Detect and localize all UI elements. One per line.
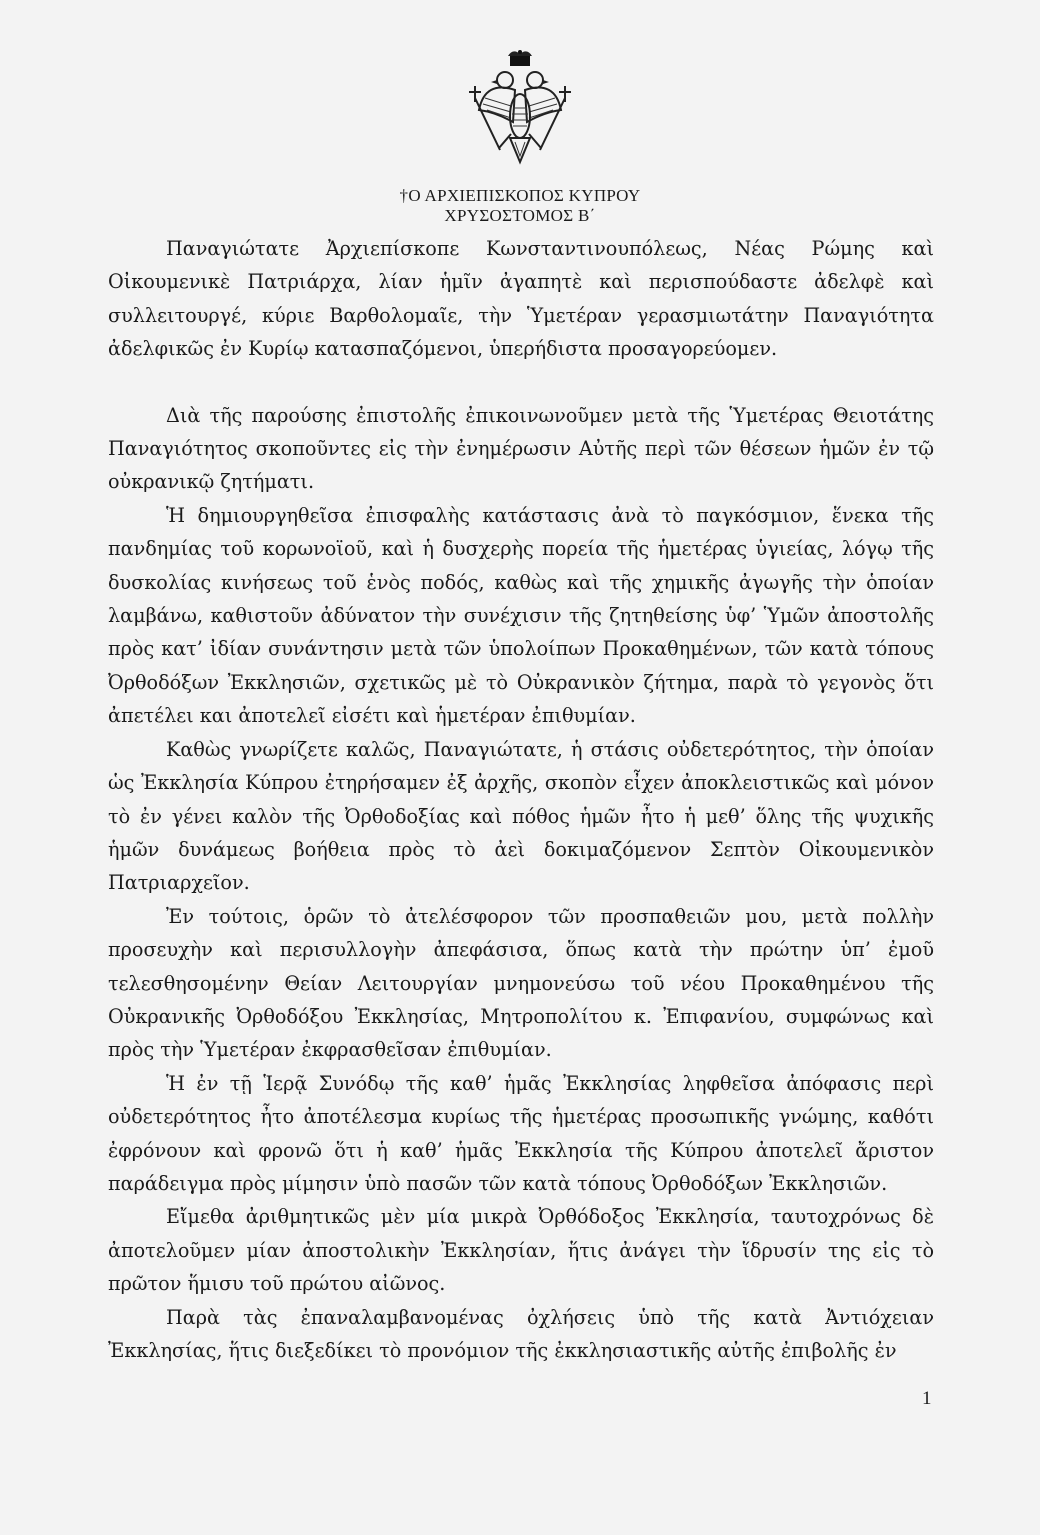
paragraph-salutation: Παναγιώτατε Ἀρχιεπίσκοπε Κωνσταντινουπόλεως, Νέας Ρώμης καὶ Οἰκουμενικὲ Πατριάρχα, λίαν ἡμῖν ἀγαπητὲ καὶ περισπούδαστε ἀδελφὲ καὶ συλλειτουργέ, κύριε Βαρθολομαῖε, τὴν Ὑμετέραν γερασμιωτάτην Παναγιότητα ἀδελφικῶς ἐν Κυρίῳ κατασπαζόμενοι, ὑπερήδιστα προσαγορεύομεν. xyxy=(108,237,934,361)
paragraph: Καθὼς γνωρίζετε καλῶς, Παναγιώτατε, ἡ στάσις οὐδετερότητος, τὴν ὁποίαν ὡς Ἐκκλησία Κύπρου ἐτηρήσαμεν ἐξ ἀρχῆς, σκοπὸν εἶχεν ἀποκλειστικῶς καὶ μόνον τὸ ἐν γένει καλὸν τῆς Ὀρθοδοξίας καὶ πόθος ἡμῶν ἦτο ἡ μεθ’ ὅλης τῆς ψυχικῆς ἡμῶν δυνάμεως βοήθεια πρὸς τὸ ἀεὶ δοκιμαζόμενον Σεπτὸν Οἰκουμενικὸν Πατριαρχεῖον. xyxy=(108,737,934,895)
paragraph: Ἐν τούτοις, ὁρῶν τὸ ἀτελέσφορον τῶν προσπαθειῶν μου, μετὰ πολλὴν προσευχὴν καὶ περισυλλογὴν ἀπεφάσισα, ὅπως κατὰ τὴν πρώτην ὑπ’ ἐμοῦ τελεσθησομένην Θείαν Λειτουργίαν μνημονεύσω τοῦ νέου Προκαθημένου τῆς Οὐκρανικῆς Ὀρθοδόξου Ἐκκλησίας, Μητροπολίτου κ. Ἐπιφανίου, συμφώνως καὶ πρὸς τὴν Ὑμετέραν ἐκφρασθεῖσαν ἐπιθυμίαν. xyxy=(108,904,934,1062)
paragraph: Ἡ δημιουργηθεῖσα ἐπισφαλὴς κατάστασις ἀνὰ τὸ παγκόσμιον, ἕνεκα τῆς πανδημίας τοῦ κορωνοϊοῦ, καὶ ἡ δυσχερὴς πορεία τῆς ἡμετέρας ὑγιείας, λόγῳ τῆς δυσκολίας κινήσεως τοῦ ἑνὸς ποδός, καθὼς καὶ τῆς χημικῆς ἀγωγῆς τὴν ὁποίαν λαμβάνω, καθιστοῦν ἀδύνατον τὴν συνέχισιν τῆς ζητηθείσης ὑφ’ Ὑμῶν ἀποστολῆς πρὸς κατ’ ἰδίαν συνάντησιν μετὰ τῶν ὑπολοίπων Προκαθημένων, τῶν κατὰ τόπους Ὀρθοδόξων Ἐκκλησιῶν, σχετικῶς μὲ τὸ Οὐκρανικὸν ζήτημα, παρὰ τὸ γεγονὸς ὅτι ἀπετέλει και ἀποτελεῖ εἰσέτι καὶ ἡμετέραν ἐπιθυμίαν. xyxy=(108,503,934,728)
paragraph: Παρὰ τὰς ἐπαναλαμβανομένας ὀχλήσεις ὑπὸ τῆς κατὰ Ἀντιόχειαν Ἐκκλησίας, ἥτις διεξεδίκει τὸ προνόμιον τῆς ἐκκλησιαστικῆς αὐτῆς ἐπιβολῆς ἐν xyxy=(108,1305,934,1362)
paragraph: Διὰ τῆς παρούσης ἐπιστολῆς ἐπικοινωνοῦμεν μετὰ τῆς Ὑμετέρας Θειοτάτης Παναγιότητος σκοποῦντες εἰς τὴν ἐνημέρωσιν Αὐτῆς περὶ τῶν θέσεων ἡμῶν ἐν τῷ οὐκρανικῷ ζητήματι. xyxy=(108,403,934,494)
paragraph: Εἴμεθα ἀριθμητικῶς μὲν μία μικρὰ Ὀρθόδοξος Ἐκκλησία, ταυτοχρόνως δὲ ἀποτελοῦμεν μίαν ἀποστολικὴν Ἐκκλησίαν, ἥτις ἀνάγει τὴν ἵδρυσίν της εἰς τὸ πρῶτον ἥμισυ τοῦ πρώτου αἰῶνος. xyxy=(108,1205,934,1296)
sender-name: ΧΡΥΣΟΣΤΟΜΟΣ Β΄ xyxy=(444,206,596,225)
double-headed-eagle-crest-icon xyxy=(455,50,585,180)
sender-title: †Ο ΑΡΧΙΕΠΙΣΚΟΠΟΣ ΚΥΠΡΟΥ xyxy=(399,186,641,205)
page-number: 1 xyxy=(922,1388,932,1409)
letter-body xyxy=(108,232,934,1367)
paragraph: Ἡ ἐν τῇ Ἱερᾷ Συνόδῳ τῆς καθ’ ἡμᾶς Ἐκκλησίας ληφθεῖσα ἀπόφασις περὶ οὐδετερότητος ἦτο ἀποτέλεσμα κυρίως τῆς ἡμετέρας προσωπικῆς γνώμης, καθότι ἐφρόνουν καὶ φρονῶ ὅτι ἡ καθ’ ἡμᾶς Ἐκκλησία τῆς Κύπρου ἀποτελεῖ ἄριστον παράδειγμα πρὸς μίμησιν ὑπὸ πασῶν τῶν κατὰ τόπους Ὀρθοδόξων Ἐκκλησιῶν. xyxy=(108,1071,934,1195)
